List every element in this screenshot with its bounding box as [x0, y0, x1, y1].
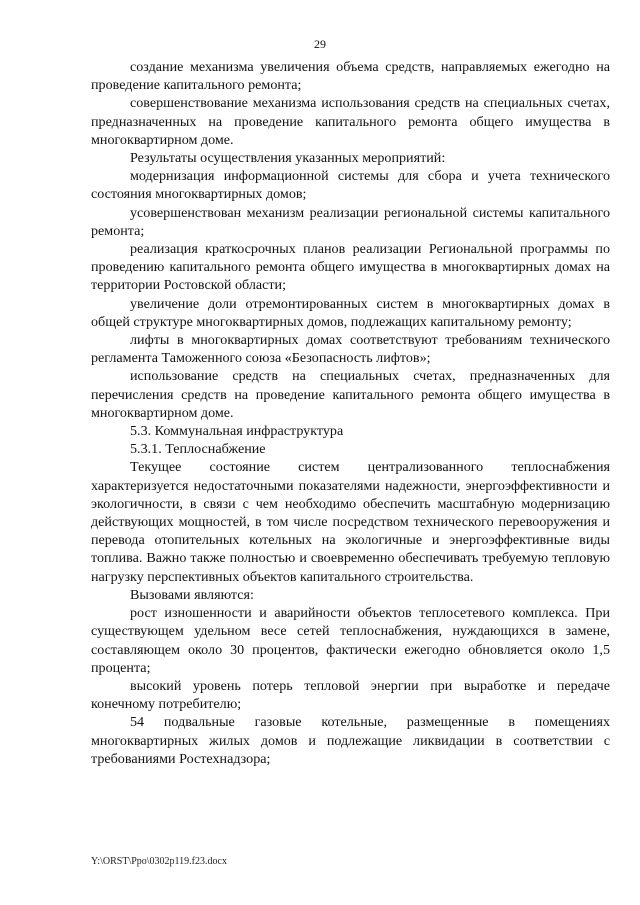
paragraph: Вызовами являются:	[130, 586, 254, 603]
paragraph: модернизация информационной системы для сбора и учета технического состояния многоквартирных домов;	[91, 168, 610, 203]
paragraph: 54 подвальные газовые котельные, размещенные в помещениях многоквартирных жилых домов и подлежащие ликвидации в соответствии с требованиями Ростехнадзора;	[91, 714, 610, 767]
footer-file-path: Y:\ORST\Ppo\0302p119.f23.docx	[91, 856, 227, 867]
paragraph: усовершенствован механизм реализации региональной системы капитального ремонта;	[91, 204, 610, 239]
document-body	[91, 58, 610, 768]
paragraph: совершенствование механизма использования средств на специальных счетах, предназначенных на проведение капитального ремонта общего имущества в многоквартирном доме.	[91, 95, 610, 148]
paragraph: реализация краткосрочных планов реализации Региональной программы по проведению капитального ремонта общего имущества в многоквартирных домах на территории Ростовской области;	[91, 241, 610, 294]
subsection-heading: 5.3.1. Теплоснабжение	[130, 441, 266, 458]
paragraph: рост изношенности и аварийности объектов теплосетевого комплекса. При существующем удельном весе сетей теплоснабжения, нуждающихся в замене, составляющем около 30 процентов, фактически ежегодно обновляется около 1,5 процента;	[91, 605, 610, 676]
paragraph: Текущее состояние систем централизованного теплоснабжения характеризуется недостаточными показателями надежности, энергоэффективности и экологичности, в связи с чем необходимо обеспечить масштабную модернизацию действующих мощностей, в том числе посредством технического перевооружения и перевода отопительных котельных на экологичные и энергоэффективные виды топлива. Важно также полностью и своевременно обеспечивать требуемую тепловую нагрузку перспективных объектов капитального строительства.	[91, 459, 610, 585]
paragraph: увеличение доли отремонтированных систем в многоквартирных домах в общей структуре многоквартирных домов, подлежащих капитальному ремонту;	[91, 295, 610, 330]
paragraph: лифты в многоквартирных домах соответствуют требованиям технического регламента Таможенного союза «Безопасность лифтов»;	[91, 332, 610, 367]
paragraph: высокий уровень потерь тепловой энергии при выработке и передаче конечному потребителю;	[91, 677, 610, 713]
paragraph: создание механизма увеличения объема средств, направляемых ежегодно на проведение капитального ремонта;	[91, 59, 610, 94]
paragraph: Результаты осуществления указанных мероприятий:	[130, 150, 446, 167]
section-heading: 5.3. Коммунальная инфраструктура	[130, 423, 344, 440]
paragraph: использование средств на специальных счетах, предназначенных для перечисления средств на проведение капитального ремонта общего имущества в многоквартирном доме.	[91, 368, 610, 421]
page-number: 29	[314, 37, 326, 51]
